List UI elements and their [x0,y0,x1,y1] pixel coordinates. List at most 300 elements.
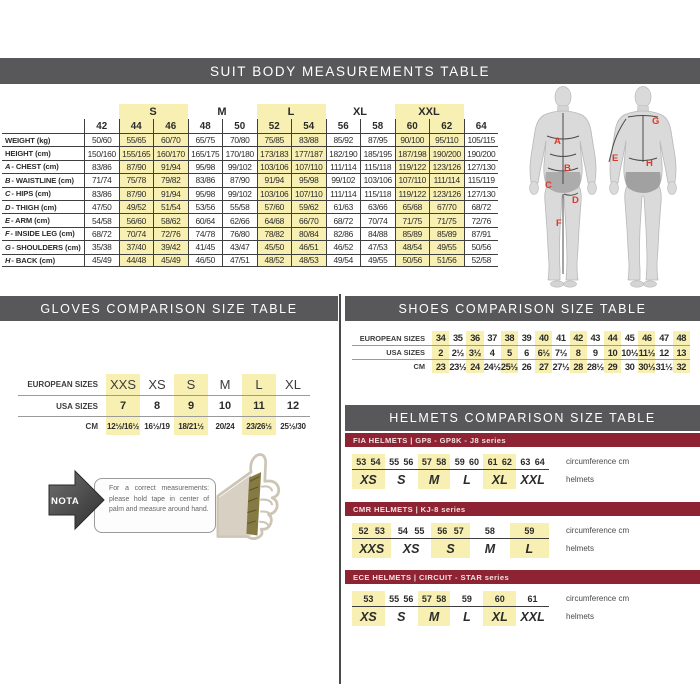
size-value-cell: 32 [673,359,690,373]
marker-G: G [652,116,660,127]
suit-value-cell: 44/48 [119,254,154,267]
suit-row-label: C - HIPS (cm) [2,187,84,200]
suit-size-group [84,104,119,119]
helmet-circumference-values [470,523,509,538]
size-value-cell: XXS [106,374,140,395]
helmet-circumference-values [385,454,418,469]
suit-value-cell: 47/50 [84,200,119,213]
suit-value-cell: 58/62 [153,213,188,226]
suit-value-cell: 82/86 [326,227,361,240]
suit-size-group: L [257,104,326,119]
suit-value-cell: 74/78 [188,227,223,240]
size-value-cell: 5 [501,345,518,359]
helmet-size-group [483,591,516,626]
suit-value-cell: 52/58 [464,254,499,267]
helmet-size-group [352,523,391,558]
suit-value-cell: 70/74 [360,213,395,226]
helmets-label: helmets [566,612,595,621]
suit-value-cell: 48/52 [257,254,292,267]
size-value-cell: 20/24 [208,416,242,435]
helmet-size-group [352,454,385,489]
suit-value-cell: 68/72 [326,213,361,226]
helmet-size-groups [352,591,549,626]
suit-value-cell: 49/55 [429,240,464,253]
suit-value-cell: 87/90 [119,160,154,173]
suit-value-cell: 49/55 [360,254,395,267]
suit-row-label: HEIGHT (cm) [2,146,84,159]
suit-col-header: 44 [119,119,154,133]
size-value-cell: 43 [590,333,601,343]
size-value-cell: 34 [432,331,449,345]
suit-value-cell: 85/92 [326,133,361,146]
suit-value-cell: 170/180 [222,146,257,159]
suit-value-cell: 111/114 [429,173,464,186]
size-value-cell: 25½ [501,359,518,373]
suit-col-header: 42 [84,119,119,133]
suit-size-group: S [119,104,188,119]
size-row-label: CM [18,416,106,435]
helmet-size-label: XS [391,538,430,558]
size-value-cell: 23/26½ [242,416,276,435]
suit-value-cell: 67/70 [429,200,464,213]
suit-value-cell: 54/58 [84,213,119,226]
size-value-cell: 48 [673,331,690,345]
suit-value-cell: 111/114 [326,187,361,200]
helmets-label: helmets [566,475,595,484]
helmet-circumference-value: 54 [397,525,408,536]
suit-value-cell: 80/84 [291,227,326,240]
suit-value-cell: 127/130 [464,160,499,173]
helmet-size-label: S [385,469,418,489]
suit-value-cell: 177/187 [291,146,326,159]
helmet-circumference-value: 57 [421,593,432,604]
size-row-label: EUROPEAN SIZES [27,380,98,389]
helmet-size-label: XXS [352,538,391,558]
helmet-size-label: XS [352,469,385,489]
suit-value-cell: 87/90 [119,187,154,200]
suit-value-cell: 75/78 [119,173,154,186]
helmet-size-label: L [510,538,549,558]
helmet-col-labels [566,454,629,489]
suit-value-cell: 37/40 [119,240,154,253]
suit-value-cell: 107/110 [291,187,326,200]
helmet-size-label: S [385,606,418,626]
helmet-circumference-values [391,523,430,538]
size-value-cell: 11½ [638,345,655,359]
suit-value-cell: 115/119 [464,173,499,186]
helmet-size-label: XS [352,606,385,626]
suit-value-cell: 61/63 [326,200,361,213]
size-value-cell: 36 [466,331,483,345]
suit-value-cell: 60/70 [153,133,188,146]
size-value-cell: 18/21½ [174,416,208,435]
size-value-cell: 30 [621,359,638,373]
helmet-section [345,570,700,626]
suit-value-cell: 72/76 [464,213,499,226]
circumference-cm-label: circumference cm [566,594,630,603]
helmet-circumference-value: 56 [403,456,414,467]
size-value-cell: 12 [655,345,672,359]
suit-value-cell: 99/102 [222,160,257,173]
size-value-cell: 28½ [587,359,604,373]
helmet-circumference-values [352,454,385,469]
size-value-cell: 25½/30 [276,416,310,435]
helmet-section [345,502,700,558]
size-value-cell: 11 [242,395,276,416]
helmet-size-group [516,454,549,489]
helmet-circumference-value: 62 [501,456,512,467]
helmet-col-labels [566,591,629,626]
marker-E: E [612,153,619,164]
size-value-cell: 3½ [466,345,483,359]
suit-col-header: 50 [222,119,257,133]
helmet-circumference-value: 61 [527,593,538,604]
size-value-cell: 6½ [535,345,552,359]
size-value-cell: 4 [484,345,501,359]
size-row-label: EUROPEAN SIZES [359,333,425,343]
size-value-cell: 23 [432,359,449,373]
shoes-table-title: SHOES COMPARISON SIZE TABLE [345,296,700,321]
size-value-cell: XS [148,377,166,392]
suit-value-cell: 115/118 [360,187,395,200]
helmet-circumference-value: 60 [494,593,505,604]
suit-value-cell: 115/118 [360,160,395,173]
suit-value-cell: 63/66 [360,200,395,213]
suit-col-header: 58 [360,119,395,133]
suit-value-cell: 87/95 [360,133,395,146]
suit-value-cell: 155/165 [119,146,154,159]
helmet-size-group [470,523,509,558]
suit-value-cell: 50/56 [395,254,430,267]
suit-value-cell: 76/80 [222,227,257,240]
helmet-size-group [510,523,549,558]
helmet-circumference-value: 53 [374,525,385,536]
suit-size-group: XL [352,105,368,118]
helmet-circumference-value: 60 [469,456,480,467]
helmet-circumference-value: 63 [520,456,531,467]
suit-value-cell: 50/56 [464,240,499,253]
suit-value-cell: 173/183 [257,146,292,159]
suit-value-cell: 48/53 [291,254,326,267]
suit-value-cell: 111/114 [326,160,361,173]
suit-value-cell: 66/70 [291,213,326,226]
suit-value-cell: 35/38 [84,240,119,253]
size-value-cell: 26 [518,359,535,373]
helmet-circumference-value: 58 [436,593,447,604]
helmet-size-label: XXL [516,469,549,489]
suit-row-label: B - WAISTLINE (cm) [2,173,84,186]
size-value-cell: 45 [624,333,635,343]
helmet-size-group [516,591,549,626]
suit-value-cell: 123/126 [429,160,464,173]
helmet-size-label: S [431,538,470,558]
helmet-circumference-value: 55 [389,593,400,604]
helmet-size-groups [352,454,549,489]
marker-D: D [572,195,579,206]
thumbs-up-hand-icon [205,450,297,542]
helmet-circumference-values [516,591,549,606]
helmet-section-title: ECE HELMETS | CIRCUIT - STAR series [345,570,700,584]
size-value-cell: 35 [453,333,463,343]
suit-value-cell: 70/80 [222,133,257,146]
suit-value-cell: 46/50 [188,254,223,267]
helmet-circumference-value: 56 [403,593,414,604]
suit-value-cell: 60/64 [188,213,223,226]
suit-value-cell: 127/130 [464,187,499,200]
helmet-size-label: XL [483,606,516,626]
suit-row-label: D - THIGH (cm) [2,200,84,213]
suit-value-cell: 65/68 [395,200,430,213]
suit-value-cell: 85/89 [429,227,464,240]
marker-H: H [646,158,653,169]
suit-size-group: XXL [395,104,464,119]
suit-value-cell: 68/72 [84,227,119,240]
suit-value-cell: 47/53 [360,240,395,253]
suit-value-cell: 49/54 [326,254,361,267]
suit-value-cell: 123/126 [429,187,464,200]
suit-value-cell: 47/51 [222,254,257,267]
helmet-size-group [431,523,470,558]
size-value-cell: 46 [638,331,655,345]
suit-value-cell: 107/110 [395,173,430,186]
helmets-label: helmets [566,544,595,553]
helmet-circumference-values [483,454,516,469]
size-value-cell: 8 [140,395,174,416]
suit-value-cell: 71/75 [395,213,430,226]
suit-measurements-table [2,104,498,267]
size-value-cell: 37 [487,333,497,343]
suit-value-cell: 190/200 [464,146,499,159]
size-value-cell: 6 [518,345,535,359]
helmet-section-body [345,523,700,558]
helmet-size-label: M [418,606,451,626]
marker-C: C [545,180,552,191]
suit-value-cell: 59/62 [291,200,326,213]
size-value-cell: 16½/19 [140,416,174,435]
size-value-cell: 24½ [484,359,501,373]
helmet-circumference-values [516,454,549,469]
helmet-size-group [385,454,418,489]
helmet-circumference-value: 54 [370,456,381,467]
suit-size-group: M [217,105,227,118]
helmet-circumference-values [352,591,385,606]
size-value-cell: 29 [604,359,621,373]
helmet-size-label: M [418,469,451,489]
marker-F: F [556,218,562,229]
suit-value-cell: 91/94 [153,187,188,200]
helmet-circumference-value: 55 [414,525,425,536]
size-value-cell: 9 [174,395,208,416]
circumference-cm-label: circumference cm [566,457,630,466]
helmets-table-title: HELMETS COMPARISON SIZE TABLE [345,405,700,431]
helmet-size-group [450,454,483,489]
size-value-cell: 7 [106,395,140,416]
suit-col-header: 46 [153,119,188,133]
size-value-cell: 7½ [552,345,569,359]
size-value-cell: 27 [535,359,552,373]
suit-value-cell: 39/42 [153,240,188,253]
suit-row-label: A - CHEST (cm) [2,160,84,173]
helmet-circumference-values [352,523,391,538]
helmet-circumference-value: 55 [389,456,400,467]
circumference-cm-label: circumference cm [566,526,630,535]
helmet-circumference-value: 57 [421,456,432,467]
suit-value-cell: 79/82 [153,173,188,186]
suit-value-cell: 50/60 [84,133,119,146]
suit-header-spacer [2,119,84,133]
size-value-cell: XL [285,377,301,392]
helmet-size-group [418,591,451,626]
helmet-size-group [483,454,516,489]
suit-value-cell: 72/76 [153,227,188,240]
helmet-circumference-value: 57 [453,525,464,536]
helmet-size-group [385,591,418,626]
size-value-cell: 12½/16½ [106,416,140,435]
helmet-circumference-value: 58 [484,525,495,536]
suit-value-cell: 48/54 [395,240,430,253]
suit-value-cell: 70/74 [119,227,154,240]
helmet-size-label: L [450,469,483,489]
suit-col-header: 62 [429,119,464,133]
suit-value-cell: 187/198 [395,146,430,159]
suit-col-header: 54 [291,119,326,133]
helmet-circumference-value: 58 [436,456,447,467]
suit-value-cell: 91/94 [153,160,188,173]
helmet-circumference-values [418,454,451,469]
helmet-circumference-values [431,523,470,538]
helmet-section-body [345,591,700,626]
suit-value-cell: 51/56 [429,254,464,267]
suit-value-cell: 103/106 [360,173,395,186]
shoes-size-table [352,331,690,373]
helmet-circumference-value: 59 [454,456,465,467]
helmet-section-title: FIA HELMETS | GP8 - GP8K - J8 series [345,433,700,447]
nota-label: NOTA [51,496,80,507]
suit-value-cell: 165/175 [188,146,223,159]
size-value-cell: 40 [535,331,552,345]
suit-value-cell: 51/54 [153,200,188,213]
helmet-size-group [391,523,430,558]
suit-value-cell: 95/110 [429,133,464,146]
helmet-circumference-values [385,591,418,606]
suit-value-cell: 55/58 [222,200,257,213]
suit-group-spacer [2,104,84,119]
suit-value-cell: 91/94 [257,173,292,186]
suit-value-cell: 84/88 [360,227,395,240]
size-value-cell: S [174,374,208,395]
suit-value-cell: 56/60 [119,213,154,226]
helmet-size-label: XL [483,469,516,489]
size-value-cell: 9 [587,345,604,359]
suit-value-cell: 103/106 [257,187,292,200]
helmet-circumference-value: 53 [356,456,367,467]
suit-value-cell: 105/115 [464,133,499,146]
suit-value-cell: 160/170 [153,146,188,159]
suit-value-cell: 43/47 [222,240,257,253]
suit-col-header: 48 [188,119,223,133]
helmet-size-group [352,591,385,626]
size-value-cell: 24 [466,359,483,373]
suit-value-cell: 83/86 [84,160,119,173]
gloves-size-table [18,374,310,435]
helmet-circumference-values [450,454,483,469]
suit-value-cell: 55/65 [119,133,154,146]
suit-value-cell: 107/110 [291,160,326,173]
suit-value-cell: 85/89 [395,227,430,240]
size-value-cell: 23½ [449,359,466,373]
section-divider [339,294,341,684]
suit-value-cell: 95/98 [188,187,223,200]
suit-value-cell: 57/60 [257,200,292,213]
suit-row-label: E - ARM (cm) [2,213,84,226]
size-value-cell: 39 [521,333,532,343]
suit-value-cell: 99/102 [326,173,361,186]
suit-row-label: G - SHOULDERS (cm) [2,240,84,253]
suit-value-cell: 46/52 [326,240,361,253]
suit-value-cell: 68/72 [464,200,499,213]
marker-B: B [564,163,571,174]
suit-col-header: 64 [464,119,499,133]
size-value-cell: M [219,377,231,392]
size-value-cell: 41 [556,333,566,343]
helmet-size-group [418,454,451,489]
suit-value-cell: 185/195 [360,146,395,159]
size-value-cell: 2 [432,345,449,359]
helmet-circumference-value: 61 [487,456,498,467]
marker-A: A [554,136,561,147]
suit-col-header: 56 [326,119,361,133]
helmet-circumference-value: 53 [363,593,374,604]
suit-value-cell: 87/90 [222,173,257,186]
suit-value-cell: 71/75 [429,213,464,226]
suit-value-cell: 103/106 [257,160,292,173]
suit-value-cell: 190/200 [429,146,464,159]
size-value-cell: 38 [501,331,518,345]
suit-value-cell: 41/45 [188,240,223,253]
suit-row-label: F - INSIDE LEG (cm) [2,227,84,240]
suit-value-cell: 119/122 [395,187,430,200]
suit-value-cell: 95/98 [188,160,223,173]
suit-row-label: H - BACK (cm) [2,254,84,267]
suit-value-cell: 45/49 [153,254,188,267]
suit-value-cell: 83/88 [291,133,326,146]
size-value-cell: 13 [673,345,690,359]
gloves-table-title: GLOVES COMPARISON SIZE TABLE [0,296,338,321]
helmet-circumference-value: 64 [534,456,545,467]
helmet-size-label: M [470,538,509,558]
helmet-circumference-value: 59 [524,525,535,536]
helmet-circumference-value: 52 [358,525,369,536]
suit-value-cell: 45/49 [84,254,119,267]
suit-value-cell: 78/82 [257,227,292,240]
suit-value-cell: 46/51 [291,240,326,253]
helmet-circumference-values [510,523,549,538]
suit-value-cell: 182/190 [326,146,361,159]
suit-value-cell: 53/56 [188,200,223,213]
size-value-cell: 8 [570,345,587,359]
suit-value-cell: 45/50 [257,240,292,253]
helmet-circumference-values [483,591,516,606]
helmet-size-groups [352,523,549,558]
size-value-cell: 10 [604,345,621,359]
size-value-cell: 42 [570,331,587,345]
helmet-size-group [450,591,483,626]
helmet-circumference-value: 59 [461,593,472,604]
size-value-cell: 28 [570,359,587,373]
size-row-label: USA SIZES [18,395,106,416]
helmet-size-label: XXL [516,606,549,626]
suit-value-cell: 62/66 [222,213,257,226]
